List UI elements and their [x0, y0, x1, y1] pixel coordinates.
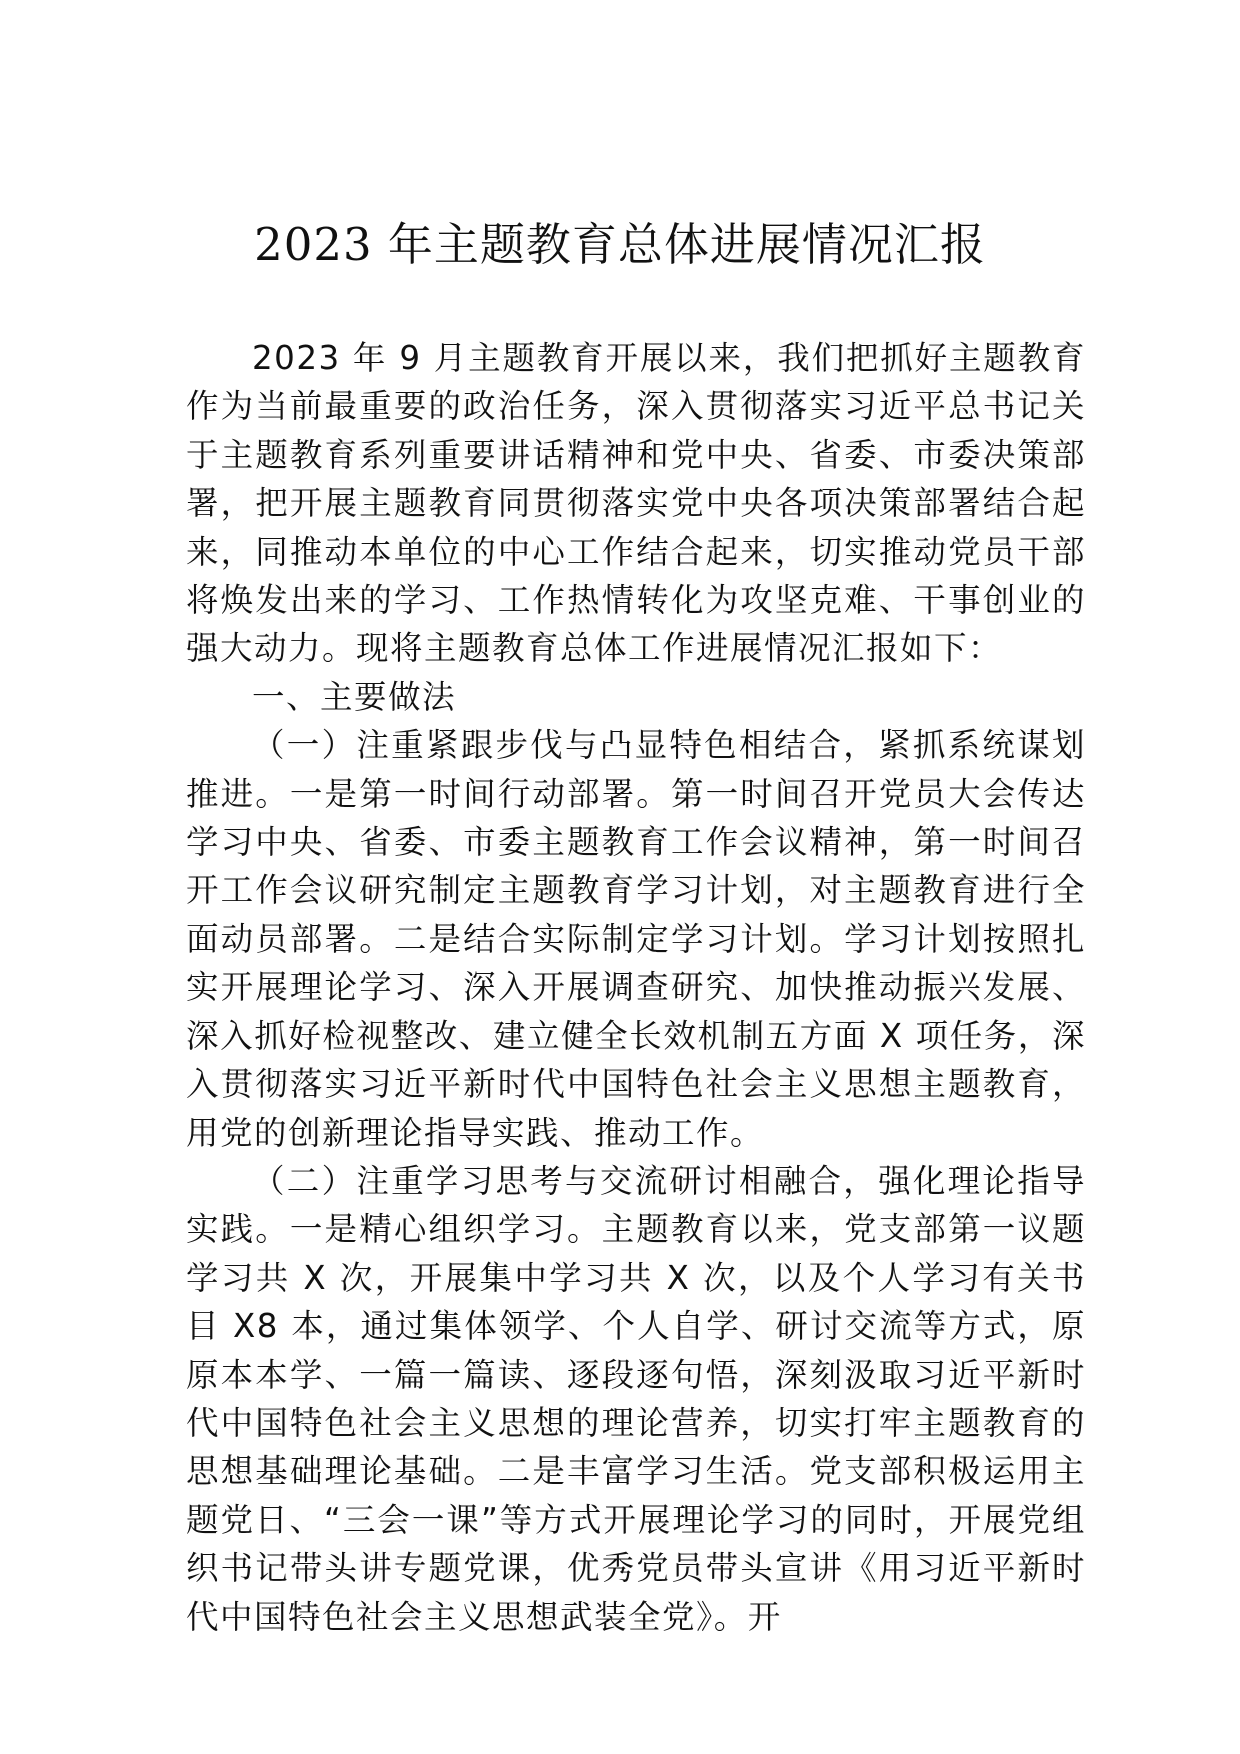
body-paragraph: （二）注重学习思考与交流研讨相融合，强化理论指导实践。一是精心组织学习。主题教育以来，党支部第一议题学习共 X 次，开展集中学习共 X 次，以及个人学习有关书目 X8 本，通过集体领学、个人自学、研讨交流等方式，原原本本学、一篇一篇读、逐段逐句悟，深刻汲取习近平新时代中国特色社会主义思想的理论营养，切实打牢主题教育的思想基础理论基础。二是丰富学习生活。党支部积极运用主题党日、“三会一课”等方式开展理论学习的同时，开展党组织书记带头讲专题党课，优秀党员带头宣讲《用习近平新时代中国特色社会主义思想武装全党》。开: [186, 1161, 1086, 1636]
body-paragraph: （一）注重紧跟步伐与凸显特色相结合，紧抓系统谋划推进。一是第一时间行动部署。第一时间召开党员大会传达学习中央、省委、市委主题教育工作会议精神，第一时间召开工作会议研究制定主题教育学习计划，对主题教育进行全面动员部署。二是结合实际制定学习计划。学习计划按照扎实开展理论学习、深入开展调查研究、加快推动振兴发展、深入抓好检视整改、建立健全长效机制五方面 X 项任务，深入贯彻落实习近平新时代中国特色社会主义思想主题教育，用党的创新理论指导实践、推动工作。: [186, 726, 1086, 1152]
document-title: 2023 年主题教育总体进展情况汇报: [254, 218, 986, 271]
intro-paragraph: 2023 年 9 月主题教育开展以来，我们把抓好主题教育作为当前最重要的政治任务，深入贯彻落实习近平总书记关于主题教育系列重要讲话精神和党中央、省委、市委决策部署，把开展主题教育同贯彻落实党中央各项决策部署结合起来，同推动本单位的中心工作结合起来，切实推动党员干部将焕发出来的学习、工作热情转化为攻坚克难、干事创业的强大动力。现将主题教育总体工作进展情况汇报如下：: [186, 339, 1086, 668]
document-body: [186, 334, 1086, 1641]
section-heading: 一、主要做法: [252, 677, 457, 716]
